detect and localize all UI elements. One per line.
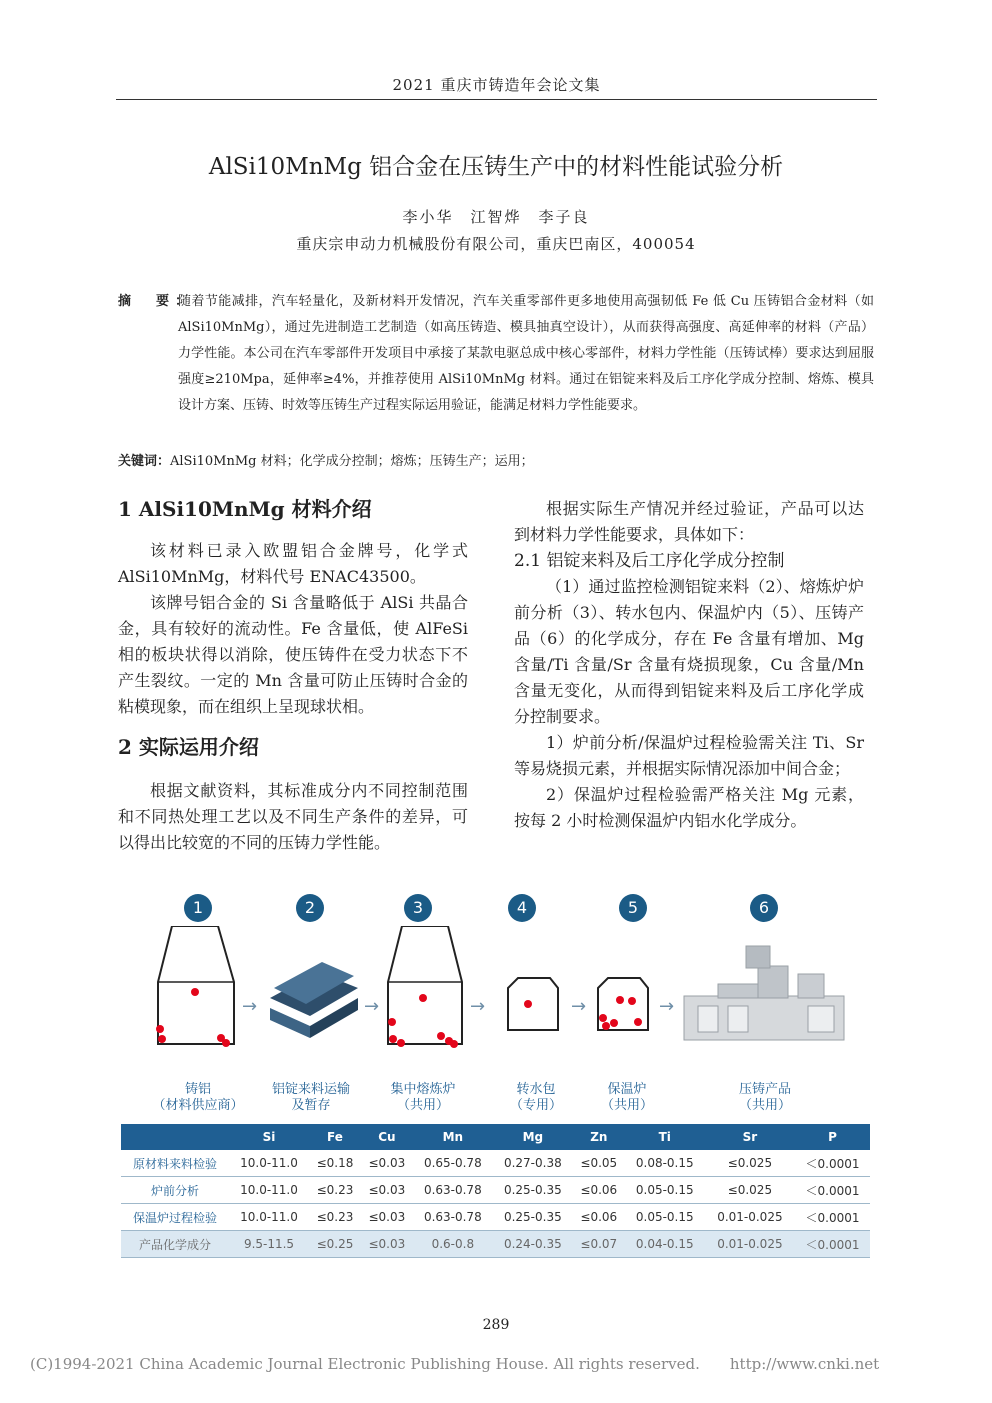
table-cell: ≤0.06 xyxy=(573,1204,625,1231)
table-header-cell: Mn xyxy=(413,1124,493,1150)
table-cell: 0.04-0.15 xyxy=(625,1231,705,1258)
keywords-text: AlSi10MnMg 材料；化学成分控制；熔炼；压铸生产；运用； xyxy=(170,454,534,469)
process-figure xyxy=(118,890,870,1120)
table-cell: ≤0.03 xyxy=(361,1150,413,1177)
table-header-cell: P xyxy=(795,1124,870,1150)
table-cell: ≤0.25 xyxy=(309,1231,361,1258)
table-cell: 0.65-0.78 xyxy=(413,1150,493,1177)
table-cell: 0.24-0.35 xyxy=(493,1231,573,1258)
table-cell: 原材料来料检验 xyxy=(121,1150,229,1177)
table-cell: ≤0.03 xyxy=(361,1204,413,1231)
table-header-cell: Fe xyxy=(309,1124,361,1150)
keywords xyxy=(118,450,874,469)
table-cell: ≤0.23 xyxy=(309,1177,361,1204)
table-cell: 0.27-0.38 xyxy=(493,1150,573,1177)
table-cell: 0.63-0.78 xyxy=(413,1204,493,1231)
table-cell: 产品化学成分 xyxy=(121,1231,229,1258)
step-number-2: 2 xyxy=(296,894,324,922)
section-1-title: 1 AlSi10MnMg 材料介绍 xyxy=(118,497,372,521)
keywords-label: 关键词： xyxy=(118,454,171,469)
table-cell: 0.01-0.025 xyxy=(705,1204,795,1231)
ingot-stack-icon xyxy=(270,962,358,1038)
table-cell: 0.63-0.78 xyxy=(413,1177,493,1204)
table-cell: ≤0.03 xyxy=(361,1177,413,1204)
table-row xyxy=(121,1150,870,1177)
left-column xyxy=(118,496,468,856)
table-row xyxy=(121,1231,870,1258)
table-cell: 0.08-0.15 xyxy=(625,1150,705,1177)
page-number: 289 xyxy=(482,1317,510,1333)
table-cell: 0.01-0.025 xyxy=(705,1231,795,1258)
arrow-icon: → xyxy=(470,996,486,1017)
table-cell: ≤0.025 xyxy=(705,1177,795,1204)
paper-title: AlSi10MnMg 铝合金在压铸生产中的材料性能试验分析 xyxy=(208,154,784,180)
affiliation: 重庆宗申动力机械股份有限公司，重庆巴南区，400054 xyxy=(296,235,696,253)
paragraph: 该材料已录入欧盟铝合金牌号，化学式 AlSi10MnMg，材料代号 ENAC43500。 xyxy=(118,541,468,586)
table-cell: ≤0.06 xyxy=(573,1177,625,1204)
table-cell: 9.5-11.5 xyxy=(229,1231,309,1258)
authors: 李小华 江智烨 李子良 xyxy=(402,208,590,226)
copyright-footer: (C)1994-2021 China Academic Journal Electronic Publishing House. All rights reserved. http://www.cnki.net xyxy=(30,1355,880,1373)
table-cell: ＜0.0001 xyxy=(795,1150,870,1177)
paragraph: 2）保温炉过程检验需严格关注 Mg 元素，按每 2 小时检测保温炉内铝水化学成分。 xyxy=(514,785,864,830)
die-casting-machine-icon xyxy=(684,946,844,1040)
paragraph: 根据实际生产情况并经过验证，产品可以达到材料力学性能要求，具体如下： xyxy=(514,499,864,544)
table-cell: 10.0-11.0 xyxy=(229,1150,309,1177)
stage-label-1: 铸铝 （材料供应商） xyxy=(152,1082,244,1113)
table-cell: 0.25-0.35 xyxy=(493,1177,573,1204)
table-cell: 10.0-11.0 xyxy=(229,1177,309,1204)
paragraph: 该牌号铝合金的 Si 含量略低于 AlSi 共晶合金，具有较好的流动性。Fe 含量低，使 AlFeSi 相的板块状得以消除，使压铸件在受力状态下不产生裂纹。一定的 Mn 含量可防止压铸时合金的粘模现象，而在组织上呈现球状相。 xyxy=(118,593,468,716)
table-cell: 0.6-0.8 xyxy=(413,1231,493,1258)
table-cell: 0.05-0.15 xyxy=(625,1177,705,1204)
crucible-icon xyxy=(156,926,234,1047)
table-cell: ≤0.23 xyxy=(309,1204,361,1231)
table-cell: ＜0.0001 xyxy=(795,1204,870,1231)
running-header: 2021 重庆市铸造年会论文集 xyxy=(392,76,601,94)
table-cell: ≤0.18 xyxy=(309,1150,361,1177)
table-header-row xyxy=(121,1124,870,1150)
step-number-5: 5 xyxy=(619,894,647,922)
table-header-cell: Zn xyxy=(573,1124,625,1150)
table-cell: ≤0.03 xyxy=(361,1231,413,1258)
table-cell: ＜0.0001 xyxy=(795,1177,870,1204)
abstract-text: 随着节能减排，汽车轻量化，及新材料开发情况，汽车关重零部件更多地使用高强韧低 Fe 低 Cu 压铸铝合金材料（如 AlSi10MnMg），通过先进制造工艺制造（如高压铸造、模具抽真空设计），从而获得高强度、高延伸率的材料（产品）力学性能。本公司在汽车零部件开发项目中承接了某款电驱总成中核心零部件，材料力学性能（压铸试棒）要求达到屈服强度≥210Mpa，延伸率≥4%，并推荐使用 AlSi10MnMg 材料。通过在铝锭来料及后工序化学成分控制、熔炼、模具设计方案、压铸、时效等压铸生产过程实际运用验证，能满足材料力学性能要求。 xyxy=(178,294,874,413)
step-number-4: 4 xyxy=(508,894,536,922)
stage-label-3: 集中熔炼炉 （共用） xyxy=(390,1082,456,1113)
arrow-icon: → xyxy=(242,996,258,1017)
table-cell: ≤0.025 xyxy=(705,1150,795,1177)
table-cell: 0.25-0.35 xyxy=(493,1204,573,1231)
table-header-cell: Ti xyxy=(625,1124,705,1150)
step-number-6: 6 xyxy=(750,894,778,922)
table-row xyxy=(121,1204,870,1231)
table-cell: 0.05-0.15 xyxy=(625,1204,705,1231)
table-header-cell: Mg xyxy=(493,1124,573,1150)
arrow-icon: → xyxy=(659,996,675,1017)
abstract-label: 摘 要： xyxy=(118,294,195,309)
arrow-icon: → xyxy=(571,996,587,1017)
crucible-icon xyxy=(388,926,462,1048)
step-number-3: 3 xyxy=(404,894,432,922)
arrow-icon: → xyxy=(364,996,380,1017)
paragraph: （1）通过监控检测铝锭来料（2）、熔炼炉炉前分析（3）、转水包内、保温炉内（5）、压铸产品（6）的化学成分，存在 Fe 含量有增加、Mg 含量/Ti 含量/Sr 含量有烧损现象，Cu 含量/Mn 含量无变化，从而得到铝锭来料及后工序化学成分控制要求。 xyxy=(514,577,864,726)
step-number-1: 1 xyxy=(184,894,212,922)
table-cell: 保温炉过程检验 xyxy=(121,1204,229,1231)
table-cell: 10.0-11.0 xyxy=(229,1204,309,1231)
holding-furnace-icon xyxy=(598,978,648,1030)
process-illustration xyxy=(118,926,870,1106)
header-rule xyxy=(116,99,877,100)
right-column xyxy=(514,496,864,834)
section-2-title: 2 实际运用介绍 xyxy=(118,735,259,759)
table-row xyxy=(121,1177,870,1204)
section-2-1-title: 2.1 铝锭来料及后工序化学成分控制 xyxy=(514,551,785,571)
stage-label-4: 转水包 （专用） xyxy=(509,1082,562,1113)
stage-label-5: 保温炉 （共用） xyxy=(600,1082,653,1113)
table-header-cell: Si xyxy=(229,1124,309,1150)
table-cell: ＜0.0001 xyxy=(795,1231,870,1258)
stage-label-6: 压铸产品 （共用） xyxy=(738,1082,791,1113)
table-cell: ≤0.05 xyxy=(573,1150,625,1177)
paragraph: 根据文献资料，其标准成分内不同控制范围和不同热处理工艺以及不同生产条件的差异，可以得出比较宽的不同的压铸力学性能。 xyxy=(118,781,468,852)
table-header-cell: Sr xyxy=(705,1124,795,1150)
table-header-cell xyxy=(121,1124,229,1150)
composition-table xyxy=(121,1124,870,1258)
stage-label-2: 铝锭来料运输 及暂存 xyxy=(271,1082,350,1113)
ladle-icon xyxy=(508,978,558,1030)
table-cell: 炉前分析 xyxy=(121,1177,229,1204)
paragraph: 1）炉前分析/保温炉过程检验需关注 Ti、Sr 等易烧损元素，并根据实际情况添加中间合金； xyxy=(514,733,864,778)
table-cell: ≤0.07 xyxy=(573,1231,625,1258)
abstract xyxy=(118,289,874,419)
table-header-cell: Cu xyxy=(361,1124,413,1150)
